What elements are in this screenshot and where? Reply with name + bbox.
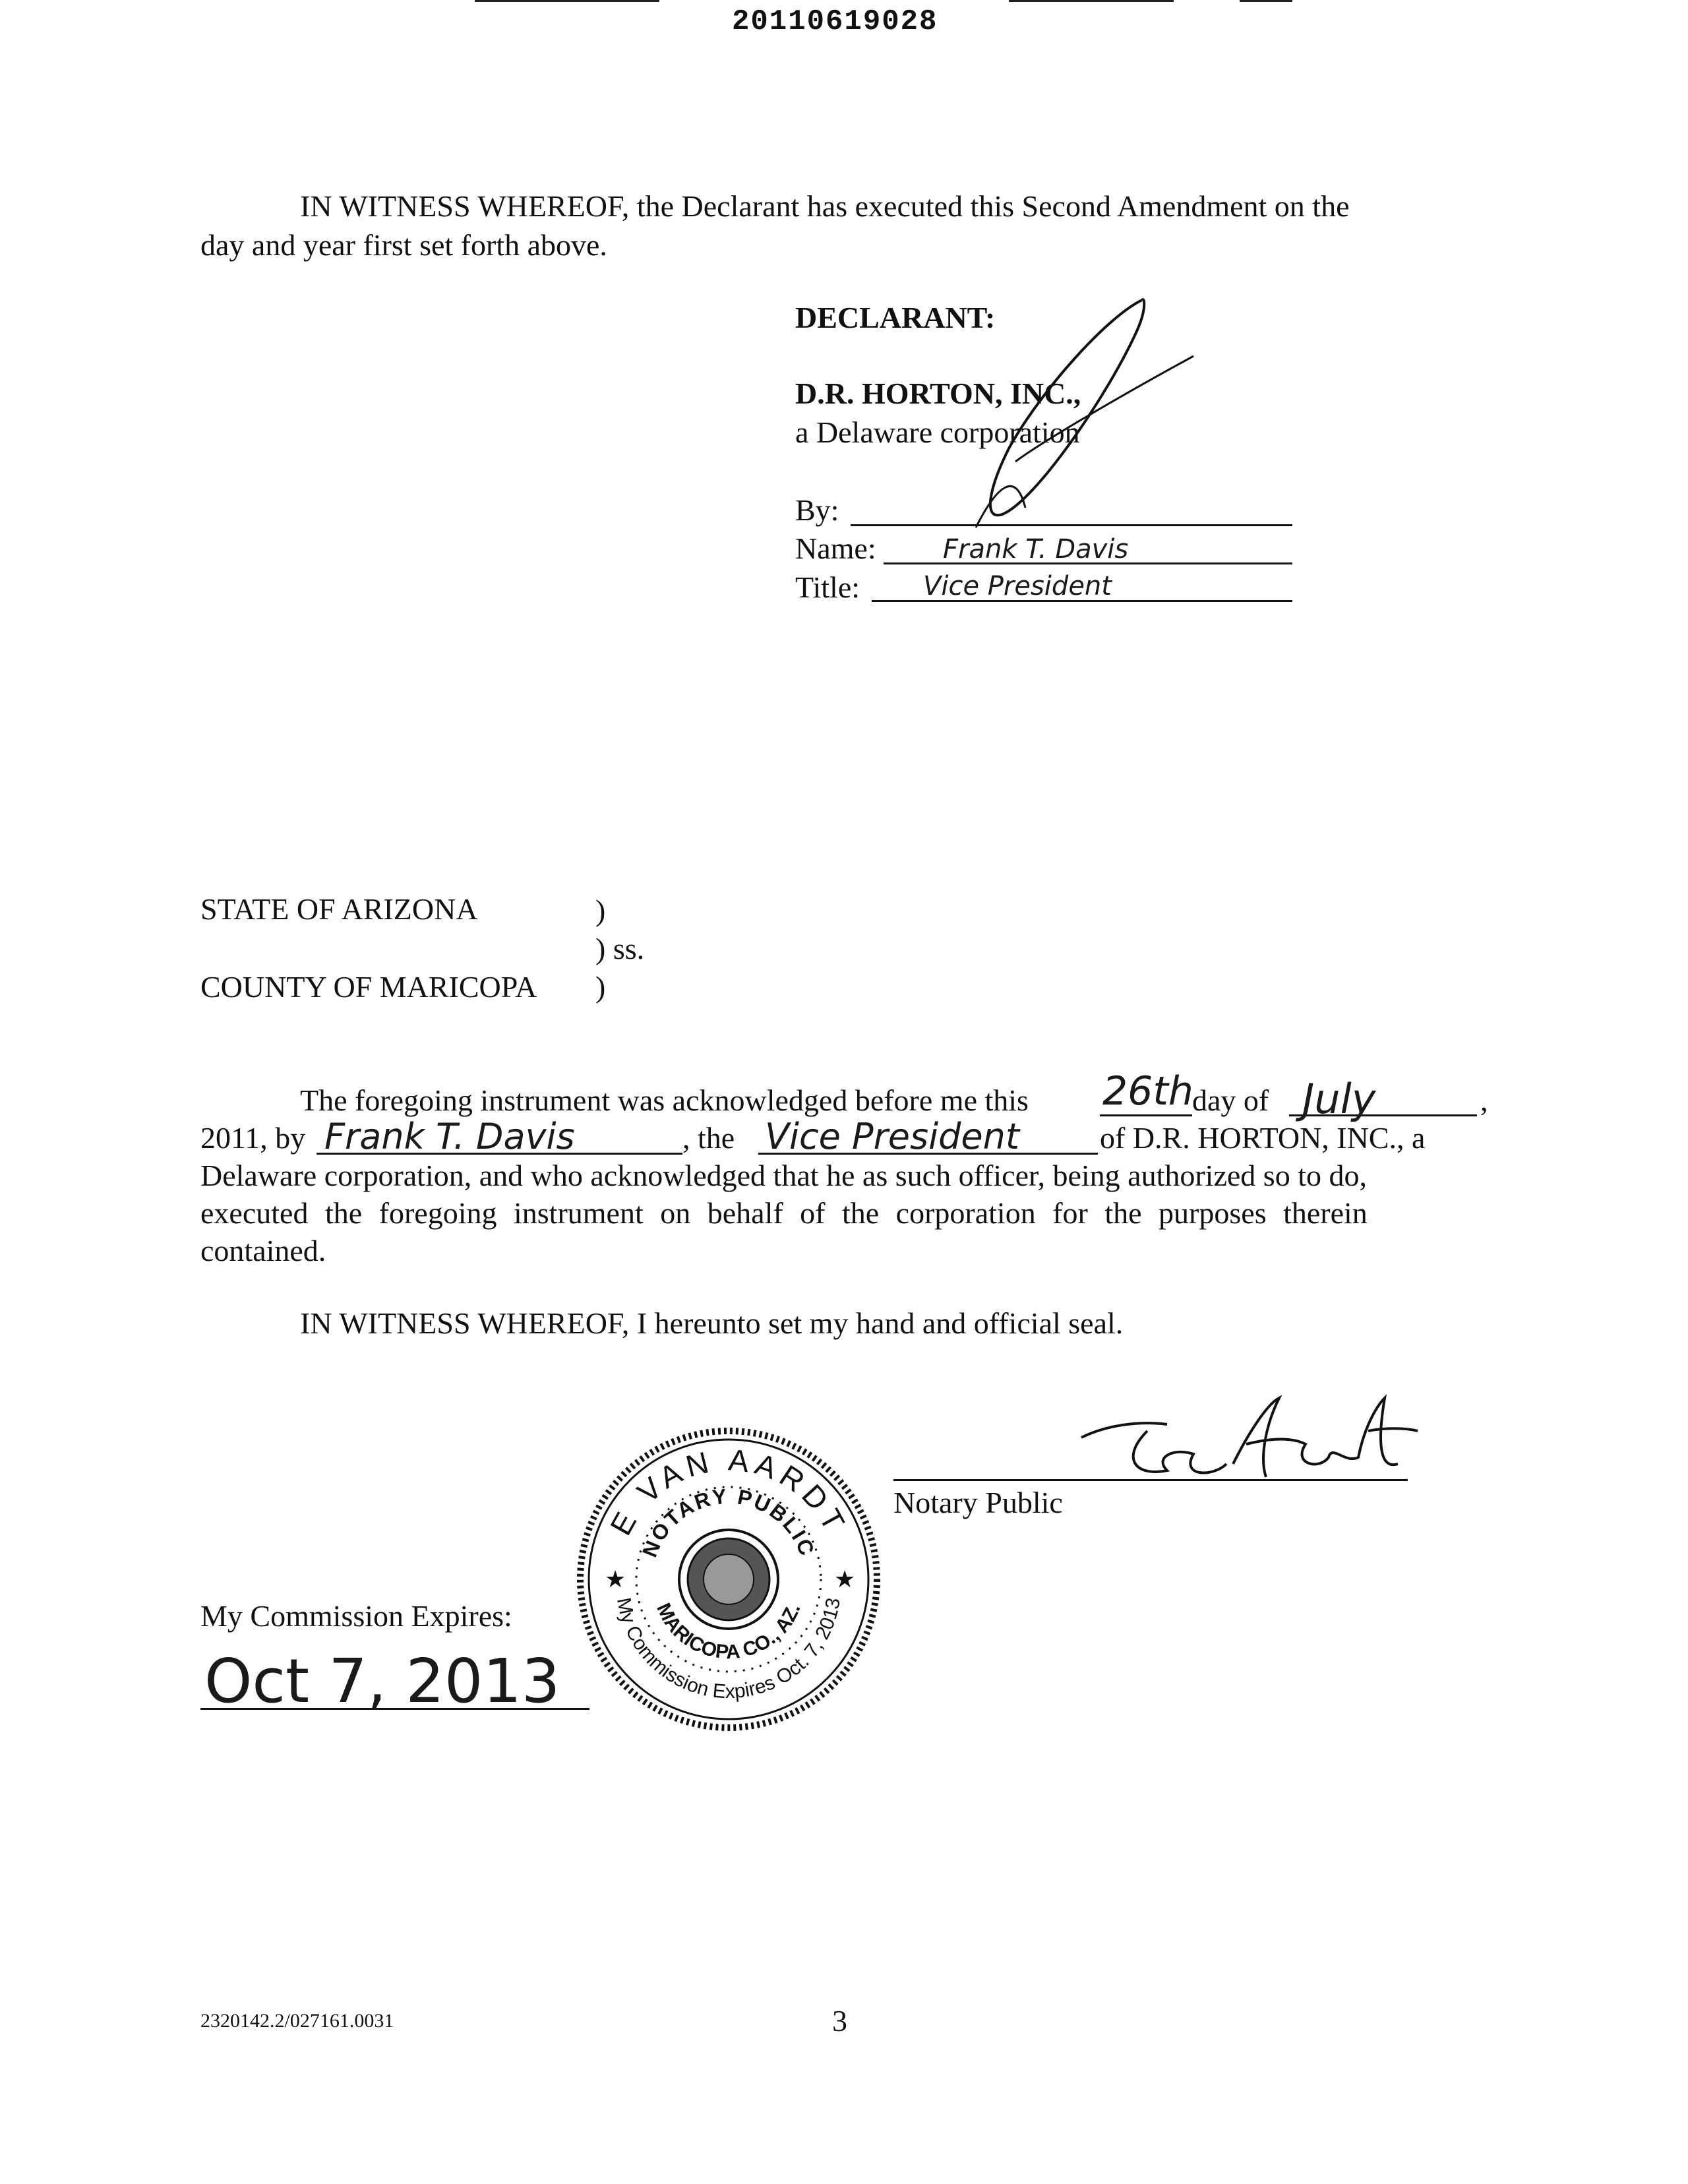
scan-artifact-line	[1240, 0, 1292, 2]
ack-line1-b: day of	[1192, 1083, 1269, 1117]
declarant-heading: DECLARANT:	[795, 301, 996, 334]
venue-paren-bottom: )	[595, 970, 606, 1004]
commission-label: My Commission Expires:	[200, 1599, 512, 1633]
seal-county: MARICOPA CO., AZ.	[652, 1600, 805, 1664]
ack-office-handwritten: Vice President	[765, 1116, 1020, 1157]
scan-artifact-line	[1009, 0, 1174, 2]
ack-line2-c: of D.R. HORTON, INC., a	[1100, 1121, 1426, 1155]
notary-signature	[1068, 1385, 1424, 1484]
ack-line1-a: The foregoing instrument was acknowledged before me this	[300, 1083, 1029, 1117]
name-handwritten: Frank T. Davis	[943, 534, 1129, 564]
venue-county: COUNTY OF MARICOPA	[200, 970, 537, 1004]
commission-date-handwritten: Oct 7, 2013	[204, 1646, 560, 1716]
footer-page-number: 3	[832, 2004, 847, 2038]
company-name: D.R. HORTON, INC.,	[795, 377, 1081, 410]
venue-ss: ) ss.	[595, 932, 645, 965]
witness-clause-line2: day and year first set forth above.	[200, 228, 607, 262]
notary-seal	[570, 1421, 887, 1738]
seal-title: NOTARY PUBLIC	[637, 1484, 820, 1561]
title-label: Title:	[795, 570, 860, 604]
ack-line2-a: 2011, by	[200, 1121, 306, 1155]
scan-artifact-line	[475, 0, 659, 2]
ack-line4: executed the foregoing instrument on behalf of the corporation for the purposes therein	[200, 1196, 1368, 1230]
declarant-signature	[910, 290, 1200, 534]
by-label: By:	[795, 493, 839, 527]
notary-witness-clause: IN WITNESS WHEREOF, I hereunto set my hand and official seal.	[300, 1306, 1124, 1340]
ack-signer-handwritten: Frank T. Davis	[324, 1116, 575, 1157]
notary-public-label: Notary Public	[893, 1486, 1063, 1519]
title-handwritten: Vice President	[923, 571, 1112, 601]
name-label: Name:	[795, 531, 876, 565]
svg-text:★: ★	[605, 1566, 626, 1593]
svg-text:★: ★	[834, 1566, 856, 1593]
ack-line2-b: , the	[682, 1121, 735, 1155]
ack-line5: contained.	[200, 1234, 326, 1267]
venue-state: STATE OF ARIZONA	[200, 892, 478, 926]
company-description: a Delaware corporation	[795, 415, 1080, 449]
footer-doc-id: 2320142.2/027161.0031	[200, 2010, 394, 2032]
seal-name: E VAN AARDT	[603, 1442, 855, 1541]
ack-line1-c: ,	[1480, 1083, 1488, 1117]
ack-day-handwritten: 26th	[1102, 1068, 1193, 1114]
witness-clause-line1: IN WITNESS WHEREOF, the Declarant has executed this Second Amendment on the	[300, 189, 1350, 223]
seal-expires: My Commission Expires Oct. 7, 2013	[612, 1596, 845, 1703]
ack-month-handwritten: July	[1302, 1075, 1376, 1123]
venue-paren-top: )	[595, 894, 606, 927]
ack-line3: Delaware corporation, and who acknowledged that he as such officer, being authorized so to do,	[200, 1159, 1367, 1192]
recording-number: 20110619028	[732, 5, 938, 38]
